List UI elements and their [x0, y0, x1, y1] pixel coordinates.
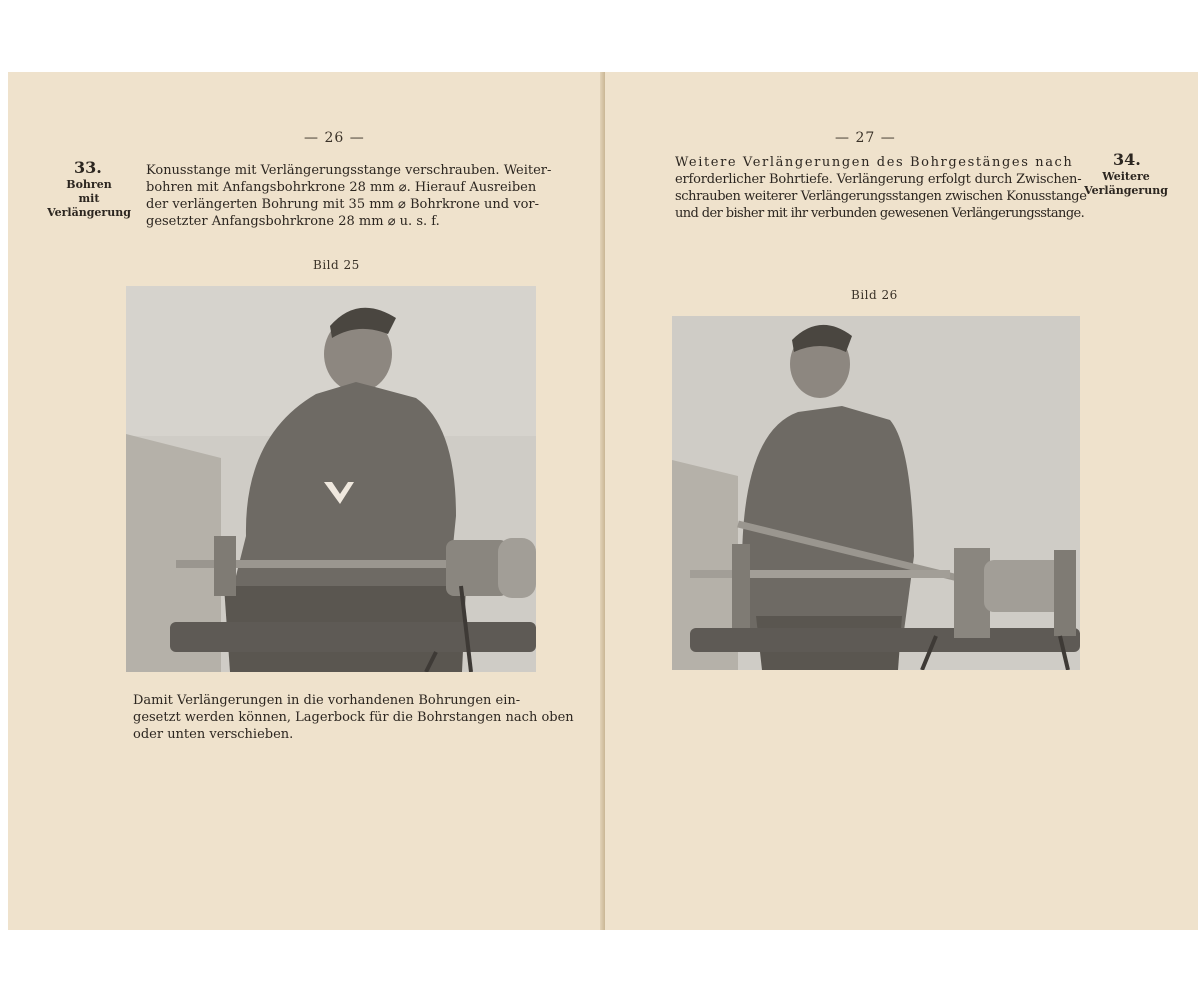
- text-line: schrauben weiterer Verlängerungsstangen zwischen Konusstange: [675, 189, 1087, 204]
- text-line: und der bisher mit ihr verbunden gewesenen Verlängerungsstange.: [675, 206, 1085, 221]
- text-line: Weitere Verlängerungen des Bohrgestänges nach: [675, 155, 1074, 170]
- section-title-right: [1081, 170, 1171, 198]
- section-title-line: Weitere: [1102, 170, 1150, 183]
- section-title-line: Verlängerung: [1084, 184, 1168, 197]
- text-line: oder unten verschieben.: [133, 727, 294, 742]
- paragraph-left-top: [146, 162, 552, 230]
- text-line: bohren mit Anfangsbohrkrone 28 mm ⌀. Hierauf Ausreiben: [146, 180, 537, 195]
- section-title-line: Verlängerung: [47, 206, 131, 219]
- section-title-left: [46, 178, 132, 220]
- text-line: gesetzt werden können, Lagerbock für die Bohrstangen nach oben: [133, 710, 574, 725]
- photo-figure-25: [126, 286, 536, 672]
- right-page: [605, 72, 1198, 930]
- left-page: [8, 72, 604, 930]
- text-line: gesetzter Anfangsbohrkrone 28 mm ⌀ u. s. f.: [146, 214, 440, 229]
- page-number-left: — 26 —: [304, 130, 365, 146]
- paragraph-right-top: [675, 154, 1087, 222]
- text-line: Konusstange mit Verlängerungsstange verschrauben. Weiter-: [146, 163, 552, 178]
- text-line: erforderlicher Bohrtiefe. Verlängerung erfolgt durch Zwischen-: [675, 172, 1082, 187]
- text-line: der verlängerten Bohrung mit 35 mm ⌀ Bohrkrone und vor-: [146, 197, 540, 212]
- section-title-line: Bohren: [66, 178, 112, 191]
- page-number-right: — 27 —: [835, 130, 896, 146]
- section-number-33: 33.: [74, 158, 102, 177]
- figure-caption-25: Bild 25: [313, 258, 360, 272]
- figure-caption-26: Bild 26: [851, 288, 898, 302]
- photo-illustration: [672, 316, 1080, 670]
- section-title-line: mit: [78, 192, 100, 205]
- paragraph-left-bottom: [133, 692, 574, 743]
- book-spread: [8, 72, 1198, 930]
- text-line: Damit Verlängerungen in die vorhandenen Bohrungen ein-: [133, 693, 521, 708]
- section-number-34: 34.: [1113, 150, 1141, 169]
- photo-illustration: [126, 286, 536, 672]
- photo-figure-26: [672, 316, 1080, 670]
